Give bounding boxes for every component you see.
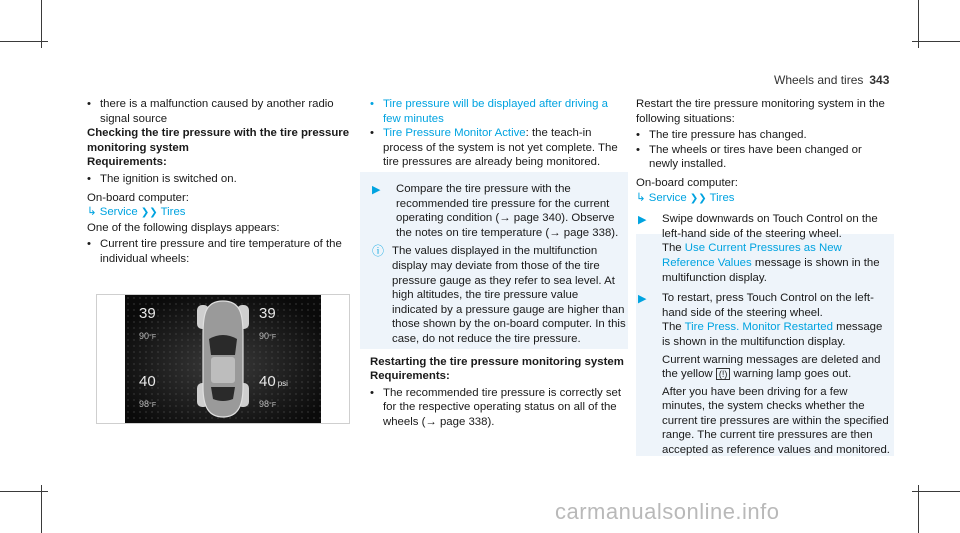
paragraph: One of the following displays appears: bbox=[87, 221, 280, 234]
crop-mark bbox=[0, 491, 48, 492]
crop-mark bbox=[912, 491, 960, 492]
column-middle bbox=[370, 97, 626, 429]
step-text: Compare the tire pressure with the recommended tire pressure for the current operating condition (→ page 340). Observe the notes on tire temperature (→ page 338). bbox=[396, 182, 619, 239]
rear-left-pressure: 40 bbox=[139, 373, 156, 390]
menu-item-service[interactable]: Service bbox=[99, 206, 138, 219]
double-chevron-icon: ❯❯ bbox=[689, 192, 707, 204]
list-item: • Current tire pressure and tire temperature of the individual wheels: bbox=[87, 237, 351, 266]
tire-pressure-figure bbox=[96, 294, 350, 424]
rear-right-pressure: 40 psi bbox=[259, 373, 288, 390]
rear-right-temp: 98°F bbox=[259, 399, 277, 409]
menu-item-tires[interactable]: Tires bbox=[709, 191, 735, 204]
menu-path bbox=[636, 191, 892, 207]
tire-pressure-warning-icon: (!) bbox=[716, 368, 731, 380]
double-chevron-icon: ❯❯ bbox=[140, 207, 158, 219]
menu-item-tires[interactable]: Tires bbox=[160, 206, 186, 219]
step-note: Current warning messages are deleted and the yellow (!) warning lamp goes out. bbox=[662, 353, 881, 381]
menu-item-service[interactable]: Service bbox=[648, 191, 687, 204]
step-result: The Use Current Pressures as New Reference Values message is shown in the multifunction display. bbox=[662, 242, 880, 284]
instruction-step bbox=[636, 291, 892, 458]
info-text: The values displayed in the multifunction display may deviate from those of the tire pressure gauge as they refer to sea level. At high altitudes, the tire pressure value indicated by a pressure gauge are higher than those shown by the on-board computer. In this case, do not reduce the tire pressure. bbox=[392, 245, 626, 345]
list-item: • The ignition is switched on. bbox=[87, 172, 351, 187]
step-text: To restart, press Touch Control on the left-hand side of the steering wheel. bbox=[662, 292, 874, 319]
requirements-label: Requirements: bbox=[370, 370, 450, 383]
step-arrow-icon: ▶ bbox=[638, 293, 647, 306]
instruction-step bbox=[370, 182, 626, 240]
section-title: Wheels and tires bbox=[774, 73, 864, 87]
crop-mark bbox=[41, 485, 42, 533]
menu-path bbox=[87, 205, 351, 221]
multifunction-display bbox=[125, 295, 321, 423]
column-right bbox=[636, 97, 892, 458]
list-item: • The wheels or tires have been changed or newly installed. bbox=[636, 143, 892, 172]
onboard-label: On-board computer: bbox=[87, 191, 189, 204]
step-note: After you have been driving for a few minutes, the system checks whether the current tire pressures are within the specified range. The current tire pressures are then accepted as reference values and monitored. bbox=[662, 385, 890, 457]
instruction-step bbox=[636, 212, 892, 285]
section-heading: Checking the tire pressure with the tire pressure monitoring system bbox=[87, 127, 350, 154]
list-item: • there is a malfunction caused by another radio signal source bbox=[87, 97, 351, 126]
page-number: 343 bbox=[869, 73, 890, 87]
crop-mark bbox=[912, 41, 960, 42]
display-message: Tire Press. Monitor Restarted bbox=[684, 321, 833, 334]
section-heading: Restarting the tire pressure monitoring system bbox=[370, 355, 624, 368]
enter-arrow-icon: ↳ bbox=[636, 191, 646, 204]
list-item: • Tire pressure will be displayed after driving a few minutes bbox=[370, 97, 626, 126]
page-header bbox=[774, 73, 889, 88]
step-result: The Tire Press. Monitor Restarted message is shown in the multifunction display. bbox=[662, 321, 883, 348]
crop-mark bbox=[0, 41, 48, 42]
onboard-label: On-board computer: bbox=[636, 176, 738, 189]
step-arrow-icon: ▶ bbox=[638, 214, 647, 227]
column-left bbox=[87, 97, 351, 267]
info-icon: ⓘ bbox=[372, 244, 385, 259]
info-note bbox=[370, 244, 626, 346]
front-left-temp: 90°F bbox=[139, 331, 157, 341]
front-right-pressure: 39 bbox=[259, 305, 276, 322]
list-item: • The tire pressure has changed. bbox=[636, 128, 892, 143]
requirements-label: Requirements: bbox=[87, 156, 167, 169]
watermark: carmanualsonline.info bbox=[555, 499, 780, 524]
front-left-pressure: 39 bbox=[139, 305, 156, 322]
paragraph: Restart the tire pressure monitoring system in the following situations: bbox=[636, 98, 885, 125]
front-right-temp: 90°F bbox=[259, 331, 277, 341]
display-message: Use Current Pressures as New Reference Values bbox=[662, 242, 842, 269]
enter-arrow-icon: ↳ bbox=[87, 206, 97, 219]
list-item: • The recommended tire pressure is correctly set for the respective operating status on all of the wheels (→ page 338). bbox=[370, 386, 626, 430]
list-item: • Tire Pressure Monitor Active: the teach-in process of the system is not yet complete. The tire pressures are already being monitored. bbox=[370, 126, 626, 170]
rear-left-temp: 98°F bbox=[139, 399, 157, 409]
status-message: Tire Pressure Monitor Active bbox=[383, 127, 526, 140]
crop-mark bbox=[918, 485, 919, 533]
step-arrow-icon: ▶ bbox=[372, 183, 381, 196]
step-text: Swipe downwards on Touch Control on the left-hand side of the steering wheel. bbox=[662, 213, 878, 240]
